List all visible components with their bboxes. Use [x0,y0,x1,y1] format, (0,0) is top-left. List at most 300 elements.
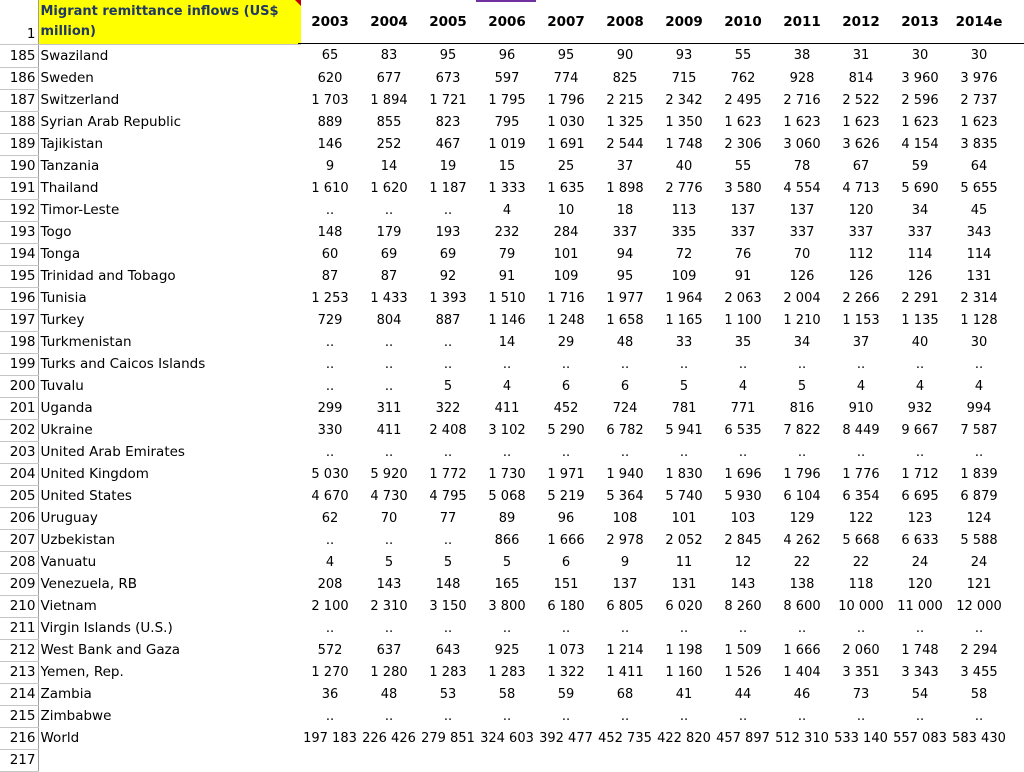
value-cell[interactable]: 3 343 [901,664,939,680]
value-cell[interactable]: 109 [671,268,697,284]
value-cell[interactable]: 715 [671,70,697,86]
row-number[interactable]: 204 [0,463,38,485]
row-number[interactable]: 191 [0,177,38,199]
value-cell[interactable]: 143 [376,576,402,592]
value-cell[interactable]: 814 [848,70,874,86]
value-cell[interactable]: 70 [380,510,398,526]
value-cell[interactable]: 889 [317,114,343,130]
value-cell[interactable]: 2 978 [606,532,644,548]
year-header[interactable]: 2014e [955,14,1003,31]
country-name-cell[interactable]: Swaziland [40,48,109,64]
value-cell[interactable]: 6 354 [842,488,880,504]
value-cell[interactable]: 6 695 [901,488,939,504]
value-cell[interactable]: 7 822 [783,422,821,438]
year-header[interactable]: 2005 [429,14,467,31]
value-cell[interactable]: 337 [848,224,874,240]
value-cell[interactable]: 1 510 [488,290,526,306]
value-cell[interactable]: 59 [557,686,575,702]
value-cell[interactable]: 1 325 [606,114,644,130]
row-number[interactable]: 192 [0,199,38,221]
value-cell[interactable]: 324 603 [480,730,534,746]
value-cell[interactable]: 137 [730,202,756,218]
value-cell[interactable]: 48 [616,334,634,350]
value-cell[interactable]: 120 [848,202,874,218]
value-cell[interactable] [478,749,537,771]
value-cell[interactable]: 40 [911,334,929,350]
country-name-cell[interactable]: Vietnam [40,598,97,614]
value-cell[interactable]: 4 154 [901,136,939,152]
value-cell[interactable]: 59 [911,158,929,174]
value-cell[interactable]: 583 430 [952,730,1006,746]
value-cell[interactable]: 932 [907,400,933,416]
value-cell[interactable]: 89 [498,510,516,526]
value-cell[interactable]: 14 [498,334,516,350]
value-cell[interactable]: 4 554 [783,180,821,196]
value-cell[interactable]: 62 [321,510,339,526]
value-cell[interactable]: 120 [907,576,933,592]
value-cell[interactable]: 3 835 [960,136,998,152]
value-cell[interactable]: 53 [439,686,457,702]
value-cell[interactable]: 1 712 [901,466,939,482]
value-cell[interactable]: 5 068 [488,488,526,504]
value-cell[interactable]: 35 [734,334,752,350]
country-name-cell[interactable]: Turks and Caicos Islands [40,356,206,372]
value-cell[interactable]: 92 [439,268,457,284]
value-cell[interactable]: .. [384,532,394,548]
value-cell[interactable]: 3 351 [842,664,880,680]
value-cell[interactable]: 1 623 [960,114,998,130]
value-cell[interactable]: 5 930 [724,488,762,504]
value-cell[interactable]: 208 [317,576,343,592]
value-cell[interactable]: 322 [435,400,461,416]
value-cell[interactable]: 1 716 [547,290,585,306]
value-cell[interactable]: 96 [557,510,575,526]
row-number[interactable]: 1 [0,0,38,45]
country-name-cell[interactable]: Turkmenistan [40,334,132,350]
row-number[interactable]: 190 [0,155,38,177]
value-cell[interactable]: 1 248 [547,312,585,328]
row-number[interactable]: 214 [0,683,38,705]
value-cell[interactable]: 4 [325,554,335,570]
value-cell[interactable]: 73 [852,686,870,702]
value-cell[interactable]: .. [325,444,335,460]
value-cell[interactable]: 816 [789,400,815,416]
value-cell[interactable]: 6 805 [606,598,644,614]
country-name-cell[interactable]: Tanzania [40,158,100,174]
row-number[interactable]: 200 [0,375,38,397]
value-cell[interactable]: 95 [557,48,575,64]
value-cell[interactable]: 762 [730,70,756,86]
value-cell[interactable]: .. [620,356,630,372]
value-cell[interactable] [891,749,950,771]
value-cell[interactable]: 165 [494,576,520,592]
value-cell[interactable]: .. [443,202,453,218]
value-cell[interactable]: 781 [671,400,697,416]
value-cell[interactable]: .. [797,444,807,460]
value-cell[interactable]: .. [856,356,866,372]
country-name-cell[interactable]: Switzerland [40,92,120,108]
value-cell[interactable]: 83 [380,48,398,64]
row-number[interactable]: 212 [0,639,38,661]
value-cell[interactable]: 2 060 [842,642,880,658]
value-cell[interactable]: 5 [797,378,807,394]
value-cell[interactable]: 1 322 [547,664,585,680]
value-cell[interactable]: 1 894 [370,92,408,108]
value-cell[interactable]: 70 [793,246,811,262]
value-cell[interactable]: 2 306 [724,136,762,152]
row-number[interactable]: 185 [0,45,38,68]
value-cell[interactable]: 146 [317,136,343,152]
value-cell[interactable]: 69 [439,246,457,262]
value-cell[interactable]: 109 [553,268,579,284]
value-cell[interactable]: 1 253 [311,290,349,306]
value-cell[interactable]: 5 [443,378,453,394]
value-cell[interactable]: .. [620,444,630,460]
value-cell[interactable]: 95 [616,268,634,284]
value-cell[interactable]: .. [738,620,748,636]
value-cell[interactable]: 279 851 [421,730,475,746]
row-number[interactable]: 213 [0,661,38,683]
value-cell[interactable]: 3 976 [960,70,998,86]
row-number[interactable]: 197 [0,309,38,331]
value-cell[interactable]: 3 800 [488,598,526,614]
row-number[interactable]: 217 [0,749,38,771]
value-cell[interactable]: 76 [734,246,752,262]
value-cell[interactable]: 37 [852,334,870,350]
value-cell[interactable]: 131 [966,268,992,284]
value-cell[interactable]: 15 [498,158,516,174]
value-cell[interactable]: 5 941 [665,422,703,438]
value-cell[interactable]: 4 [502,378,512,394]
value-cell[interactable]: 533 140 [834,730,888,746]
value-cell[interactable]: 3 455 [960,664,998,680]
value-cell[interactable]: 4 713 [842,180,880,196]
value-cell[interactable]: 774 [553,70,579,86]
value-cell[interactable]: 30 [970,48,988,64]
row-number[interactable]: 208 [0,551,38,573]
value-cell[interactable]: 1 146 [488,312,526,328]
value-cell[interactable]: 2 596 [901,92,939,108]
value-cell[interactable]: 1 696 [724,466,762,482]
value-cell[interactable]: 6 879 [960,488,998,504]
value-cell[interactable]: .. [974,708,984,724]
country-name-cell[interactable]: Timor-Leste [40,202,120,218]
value-cell[interactable]: 55 [734,48,752,64]
value-cell[interactable]: 138 [789,576,815,592]
value-cell[interactable]: 101 [671,510,697,526]
country-name-cell[interactable]: Tonga [40,246,81,262]
value-cell[interactable]: 91 [498,268,516,284]
value-cell[interactable]: 330 [317,422,343,438]
value-cell[interactable]: 4 [502,202,512,218]
value-cell[interactable]: 113 [671,202,697,218]
value-cell[interactable]: 1 187 [429,180,467,196]
value-cell[interactable]: 79 [498,246,516,262]
value-cell[interactable]: 4 670 [311,488,349,504]
country-name-cell[interactable]: Sweden [40,70,94,86]
value-cell[interactable]: 2 776 [665,180,703,196]
year-header[interactable]: 2013 [901,14,939,31]
value-cell[interactable]: 1 019 [488,136,526,152]
value-cell[interactable]: 467 [435,136,461,152]
value-cell[interactable]: 123 [907,510,933,526]
value-cell[interactable]: .. [738,444,748,460]
value-cell[interactable]: 4 [856,378,866,394]
value-cell[interactable]: 337 [612,224,638,240]
value-cell[interactable]: 18 [616,202,634,218]
value-cell[interactable]: 1 971 [547,466,585,482]
value-cell[interactable]: 108 [612,510,638,526]
country-name-cell[interactable]: Zimbabwe [40,708,112,724]
value-cell[interactable] [950,749,1009,771]
value-cell[interactable]: 1 393 [429,290,467,306]
value-cell[interactable]: 2 544 [606,136,644,152]
value-cell[interactable]: 6 535 [724,422,762,438]
value-cell[interactable]: .. [915,356,925,372]
value-cell[interactable] [773,749,832,771]
value-cell[interactable]: .. [325,202,335,218]
value-cell[interactable]: .. [325,532,335,548]
value-cell[interactable]: 126 [848,268,874,284]
value-cell[interactable]: 24 [911,554,929,570]
value-cell[interactable]: 3 580 [724,180,762,196]
value-cell[interactable]: 126 [789,268,815,284]
value-cell[interactable]: 1 658 [606,312,644,328]
row-number[interactable]: 198 [0,331,38,353]
value-cell[interactable]: 87 [321,268,339,284]
row-number[interactable]: 207 [0,529,38,551]
value-cell[interactable]: .. [974,620,984,636]
value-cell[interactable]: 232 [494,224,520,240]
value-cell[interactable]: 9 [620,554,630,570]
value-cell[interactable]: 143 [730,576,756,592]
value-cell[interactable]: 673 [435,70,461,86]
value-cell[interactable]: 1 776 [842,466,880,482]
value-cell[interactable]: 34 [911,202,929,218]
value-cell[interactable]: .. [797,708,807,724]
value-cell[interactable]: 2 294 [960,642,998,658]
title-cell[interactable]: Migrant remittance inflows (US$ million) [38,0,301,45]
value-cell[interactable]: 6 782 [606,422,644,438]
value-cell[interactable]: 22 [852,554,870,570]
value-cell[interactable]: 1 404 [783,664,821,680]
value-cell[interactable]: 41 [675,686,693,702]
value-cell[interactable]: 137 [612,576,638,592]
value-cell[interactable]: 1 270 [311,664,349,680]
value-cell[interactable]: 1 198 [665,642,703,658]
value-cell[interactable]: .. [443,356,453,372]
value-cell[interactable]: 1 100 [724,312,762,328]
row-number[interactable]: 206 [0,507,38,529]
value-cell[interactable]: .. [620,620,630,636]
value-cell[interactable]: 6 020 [665,598,703,614]
value-cell[interactable]: 5 588 [960,532,998,548]
value-cell[interactable]: 137 [789,202,815,218]
value-cell[interactable]: 335 [671,224,697,240]
value-cell[interactable]: 4 262 [783,532,821,548]
value-cell[interactable]: 1 796 [547,92,585,108]
value-cell[interactable]: 337 [907,224,933,240]
country-name-cell[interactable]: Vanuatu [40,554,97,570]
value-cell[interactable]: 45 [970,202,988,218]
value-cell[interactable]: 252 [376,136,402,152]
row-number[interactable]: 188 [0,111,38,133]
country-name-cell[interactable]: United States [40,488,132,504]
value-cell[interactable]: 422 820 [657,730,711,746]
value-cell[interactable]: 101 [553,246,579,262]
value-cell[interactable]: 1 214 [606,642,644,658]
value-cell[interactable]: 1 030 [547,114,585,130]
value-cell[interactable]: 5 030 [311,466,349,482]
value-cell[interactable]: 452 [553,400,579,416]
value-cell[interactable]: 925 [494,642,520,658]
value-cell[interactable]: .. [797,356,807,372]
value-cell[interactable]: 151 [553,576,579,592]
value-cell[interactable]: 1 623 [724,114,762,130]
row-number[interactable]: 196 [0,287,38,309]
value-cell[interactable] [537,749,596,771]
value-cell[interactable]: 1 283 [488,664,526,680]
value-cell[interactable]: 4 730 [370,488,408,504]
value-cell[interactable]: 2 100 [311,598,349,614]
value-cell[interactable]: 60 [321,246,339,262]
value-cell[interactable]: 68 [616,686,634,702]
year-header[interactable]: 2010 [724,14,762,31]
value-cell[interactable]: 1 210 [783,312,821,328]
value-cell[interactable]: 30 [911,48,929,64]
value-cell[interactable]: 928 [789,70,815,86]
value-cell[interactable]: 6 104 [783,488,821,504]
value-cell[interactable]: 804 [376,312,402,328]
value-cell[interactable]: 46 [793,686,811,702]
value-cell[interactable]: 9 [325,158,335,174]
value-cell[interactable]: 1 526 [724,664,762,680]
value-cell[interactable]: .. [856,444,866,460]
value-cell[interactable]: 93 [675,48,693,64]
value-cell[interactable]: 12 [734,554,752,570]
value-cell[interactable]: 1 666 [547,532,585,548]
value-cell[interactable]: .. [502,620,512,636]
year-header[interactable]: 2004 [370,14,408,31]
value-cell[interactable]: 11 [675,554,693,570]
country-name-cell[interactable]: Syrian Arab Republic [40,114,182,130]
year-header[interactable]: 2003 [311,14,349,31]
value-cell[interactable]: 3 150 [429,598,467,614]
value-cell[interactable]: 25 [557,158,575,174]
value-cell[interactable] [655,749,714,771]
value-cell[interactable]: 54 [911,686,929,702]
row-number[interactable]: 187 [0,89,38,111]
value-cell[interactable]: 69 [380,246,398,262]
value-cell[interactable]: 637 [376,642,402,658]
value-cell[interactable]: 1 135 [901,312,939,328]
value-cell[interactable]: 6 180 [547,598,585,614]
value-cell[interactable]: 126 [907,268,933,284]
value-cell[interactable]: .. [561,620,571,636]
country-name-cell[interactable] [38,749,301,771]
value-cell[interactable]: 1 623 [842,114,880,130]
value-cell[interactable]: .. [915,620,925,636]
value-cell[interactable]: 6 633 [901,532,939,548]
value-cell[interactable]: 4 [974,378,984,394]
value-cell[interactable]: 22 [793,554,811,570]
country-name-cell[interactable]: Togo [40,224,72,240]
value-cell[interactable]: 1 691 [547,136,585,152]
value-cell[interactable]: 1 411 [606,664,644,680]
row-number[interactable]: 189 [0,133,38,155]
value-cell[interactable]: 91 [734,268,752,284]
value-cell[interactable]: .. [443,620,453,636]
value-cell[interactable]: 1 772 [429,466,467,482]
row-number[interactable]: 209 [0,573,38,595]
value-cell[interactable]: 887 [435,312,461,328]
value-cell[interactable]: 1 333 [488,180,526,196]
year-header[interactable]: 2007 [547,14,585,31]
value-cell[interactable]: .. [856,620,866,636]
value-cell[interactable]: 1 283 [429,664,467,680]
row-number[interactable]: 193 [0,221,38,243]
value-cell[interactable]: 1 128 [960,312,998,328]
value-cell[interactable]: 2 737 [960,92,998,108]
value-cell[interactable]: 64 [970,158,988,174]
value-cell[interactable]: 337 [789,224,815,240]
value-cell[interactable]: 3 960 [901,70,939,86]
value-cell[interactable]: 19 [439,158,457,174]
value-cell[interactable]: 2 495 [724,92,762,108]
value-cell[interactable]: .. [502,444,512,460]
row-number[interactable]: 216 [0,727,38,749]
value-cell[interactable]: 6 [620,378,630,394]
value-cell[interactable]: 122 [848,510,874,526]
value-cell[interactable]: 5 [502,554,512,570]
value-cell[interactable]: 36 [321,686,339,702]
value-cell[interactable]: 2 063 [724,290,762,306]
value-cell[interactable]: .. [443,532,453,548]
value-cell[interactable]: 8 260 [724,598,762,614]
value-cell[interactable]: 729 [317,312,343,328]
value-cell[interactable]: 1 898 [606,180,644,196]
value-cell[interactable]: .. [738,708,748,724]
row-number[interactable]: 199 [0,353,38,375]
country-name-cell[interactable]: Uzbekistan [40,532,116,548]
row-number[interactable]: 201 [0,397,38,419]
value-cell[interactable]: 2 845 [724,532,762,548]
value-cell[interactable]: 179 [376,224,402,240]
country-name-cell[interactable]: Tuvalu [40,378,84,394]
value-cell[interactable]: .. [679,620,689,636]
value-cell[interactable]: 10 [557,202,575,218]
value-cell[interactable]: 7 587 [960,422,998,438]
value-cell[interactable]: 24 [970,554,988,570]
value-cell[interactable]: 1 748 [901,642,939,658]
value-cell[interactable]: .. [443,444,453,460]
value-cell[interactable]: 3 060 [783,136,821,152]
value-cell[interactable]: 677 [376,70,402,86]
value-cell[interactable]: 2 314 [960,290,998,306]
value-cell[interactable]: 457 897 [716,730,770,746]
value-cell[interactable]: 452 735 [598,730,652,746]
value-cell[interactable]: .. [384,444,394,460]
value-cell[interactable]: 1 730 [488,466,526,482]
value-cell[interactable]: 411 [376,422,402,438]
value-cell[interactable]: 6 [561,378,571,394]
value-cell[interactable]: .. [679,708,689,724]
value-cell[interactable]: 193 [435,224,461,240]
value-cell[interactable]: 1 830 [665,466,703,482]
value-cell[interactable]: 392 477 [539,730,593,746]
value-cell[interactable]: 5 364 [606,488,644,504]
value-cell[interactable]: 724 [612,400,638,416]
